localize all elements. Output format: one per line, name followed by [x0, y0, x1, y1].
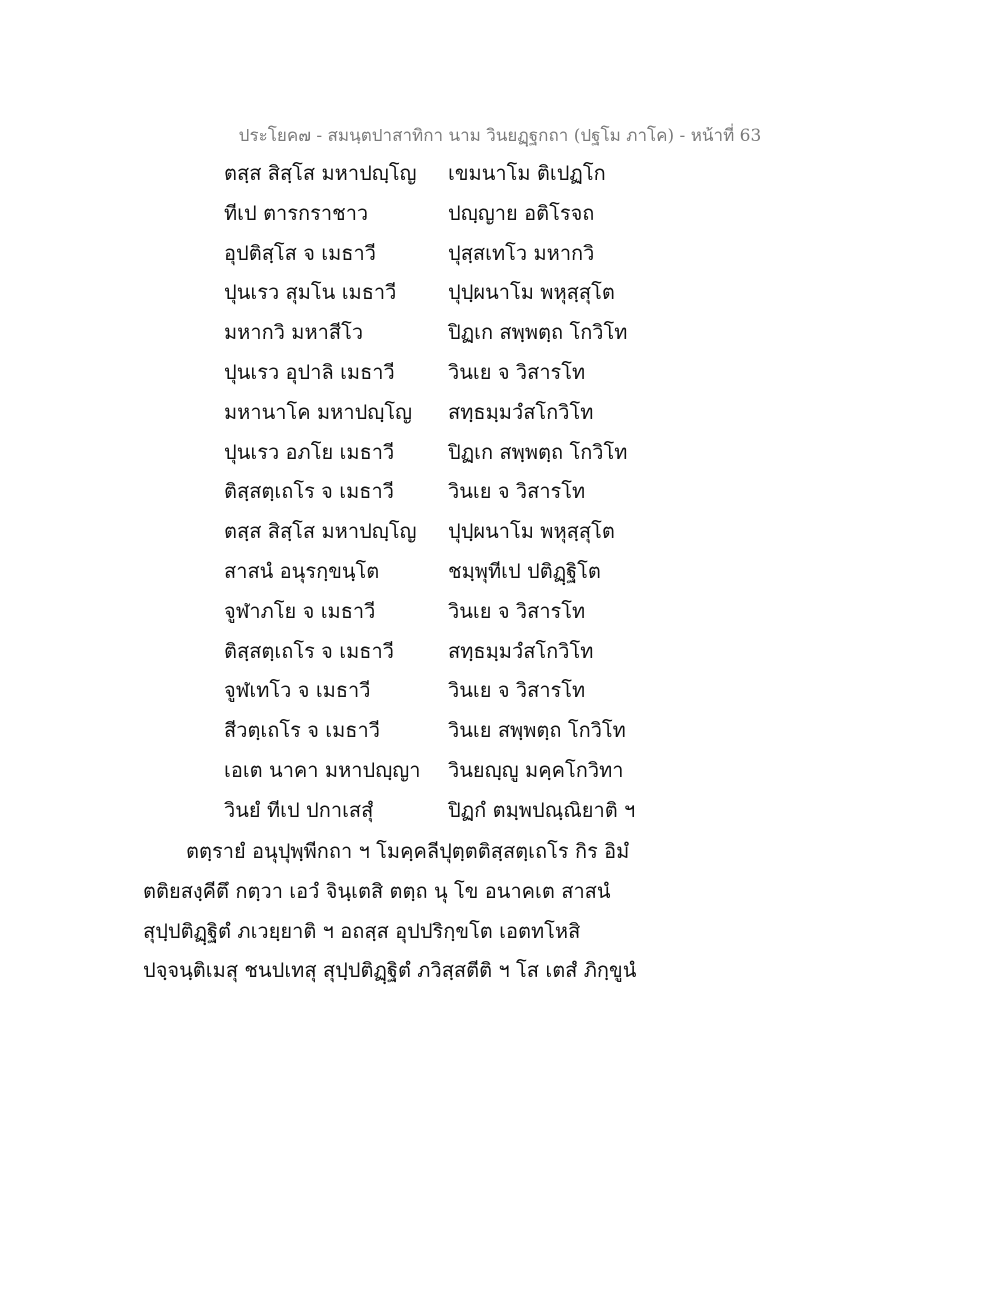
- verse-second-half: ชมฺพุทีเป ปติฏฺฐิโต: [448, 558, 601, 583]
- prose-line: ตตฺรายํ อนุปุพฺพีกถา ฯ โมคฺคลีปุตฺตติสฺสตฺเถโร กิร อิมํ: [186, 839, 630, 863]
- verse-first-half: ตสฺส สิสฺโส มหาปญฺโญ: [224, 161, 417, 185]
- verse-second-half: วินเย จ วิสารโท: [448, 479, 586, 504]
- verse-second-half: ปุสฺสเทโว มหากวิ: [448, 240, 595, 265]
- verse-second-half: วินเย จ วิสารโท: [448, 359, 586, 384]
- verse-second-half: วินเย จ วิสารโท: [448, 678, 586, 703]
- verse-first-half: ทีเป ตารกราชาว: [224, 200, 369, 225]
- verse-first-half: ติสฺสตฺเถโร จ เมธาวี: [224, 638, 394, 663]
- verse-first-half: จูฬาภโย จ เมธาวี: [224, 598, 376, 623]
- verse-first-half: สาสนํ อนุรกฺขนฺโต: [224, 558, 380, 583]
- verse-second-half: ปิฏเก สพฺพตฺถ โกวิโท: [448, 439, 628, 464]
- verse-second-half: ปุปฺผนาโม พหุสฺสุโต: [448, 280, 615, 305]
- verse-first-half: ปุนเรว อภโย เมธาวี: [224, 439, 395, 464]
- verse-second-half: ปิฏเก สพฺพตฺถ โกวิโท: [448, 320, 628, 345]
- prose-paragraph: [143, 832, 703, 991]
- prose-line: ตติยสงฺคีตึ กตฺวา เอวํ จินฺเตสิ ตตฺถ นุ โข อนาคเต สาสนํ: [143, 878, 611, 903]
- verse-first-half: ปุนเรว สุมโน เมธาวี: [224, 280, 397, 305]
- verse-first-half: อุปติสฺโส จ เมธาวี: [224, 240, 376, 265]
- verse-first-half: มหานาโค มหาปญฺโญ: [224, 399, 413, 424]
- verse-first-half: จูฬเทโว จ เมธาวี: [224, 678, 371, 703]
- verse-second-half: สทฺธมฺมวํสโกวิโท: [448, 399, 594, 424]
- verse-second-half: วินเย สพฺพตฺถ โกวิโท: [448, 718, 626, 743]
- verse-first-half: เอเต นาคา มหาปญฺญา: [224, 757, 421, 782]
- verse-second-half: ปิฏกํ ตมฺพปณฺณิยาติ ฯ: [448, 797, 636, 822]
- verse-second-half: ปุปฺผนาโม พหุสฺสุโต: [448, 519, 615, 544]
- verse-first-half: วินยํ ทีเป ปกาเสสุํ: [224, 797, 374, 822]
- verse-second-half: วินเย จ วิสารโท: [448, 598, 586, 623]
- verse-second-half: ปญฺญาย อติโรจถ: [448, 200, 595, 225]
- prose-line: สุปฺปติฏฺฐิตํ ภเวยฺยาติ ฯ อถสฺส อุปปริกฺขโต เอตทโหสิ: [143, 918, 581, 943]
- verse-first-half: ปุนเรว อุปาลิ เมธาวี: [224, 359, 395, 384]
- verse-second-half: เขมนาโม ติเปฏโก: [448, 161, 606, 185]
- verse-first-half: ติสฺสตฺเถโร จ เมธาวี: [224, 479, 394, 504]
- verse-first-half: ตสฺส สิสฺโส มหาปญฺโญ: [224, 519, 417, 544]
- verse-second-half: วินยญฺญู มคฺคโกวิทา: [448, 757, 624, 782]
- verse-second-half: สทฺธมฺมวํสโกวิโท: [448, 638, 594, 663]
- verse-first-half: สีวตฺเถโร จ เมธาวี: [224, 718, 380, 743]
- prose-line: ปจฺจนฺติเมสุ ชนปเทสุ สุปฺปติฏฺฐิตํ ภวิสฺสตีติ ฯ โส เตสํ ภิกฺขูนํ: [143, 958, 637, 983]
- verse-first-half: มหากวิ มหาสีโว: [224, 320, 364, 345]
- page-header: ประโยค๗ - สมนฺตปาสาทิกา นาม วินยฏฺฐกถา (ปฐโม ภาโค) - หน้าที่ 63: [238, 126, 762, 146]
